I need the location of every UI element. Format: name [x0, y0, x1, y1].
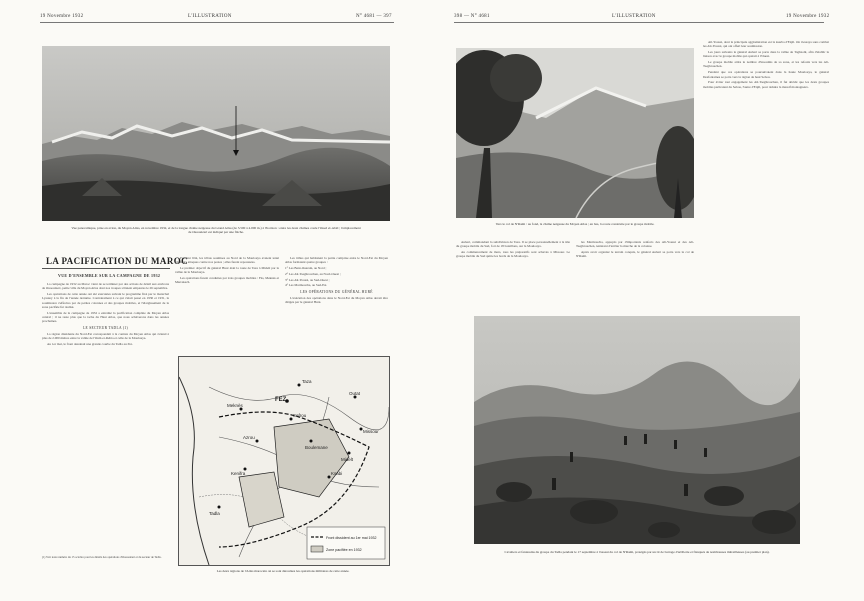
article-subtitle: VUE D'ENSEMBLE SUR LA CAMPAGNE DE 1932 [58, 273, 161, 278]
atlas-panorama-photo [42, 46, 390, 221]
right-col-paragraph: Aït-Youssi, dont la principale agglomération est la ksarba d'Enjil. On n'essaya sans combat les Aït-Youssi, qui ont offert leur soumission. [703, 40, 829, 49]
mid-col-paragraph: Après avoir organisé le terrain conquis, le général Aubert se porta vers le col de N'Rami. [576, 250, 694, 259]
map-label: Missour [363, 429, 379, 434]
article-footnote: (1) Voir notre numéro du 15 octobre pour les détails des opérations d'Ouaouizert et du secteur de Tadla. [42, 556, 162, 559]
col3-paragraph: 4° Les Marmoucha, au Sud-Est. [285, 283, 328, 288]
col1-paragraph: La région dissidente du Nord-Est correspondait à la contrée du Moyen Atlas qui s'étend à plus de 2.000 mètres entre la vallée de l'Oum er-Rebia et celle de la Moulouya. [42, 331, 169, 341]
col3-paragraph: Les tribus qui habitaient la partie comprise entre le Nord-Est du Moyen Atlas formaient quatre groupes : [285, 256, 388, 265]
map-label: Meknès [227, 403, 243, 408]
right-page [432, 0, 864, 601]
col3-paragraph: 1° Les Beni-Ouarain, au Nord ; [285, 266, 327, 271]
article-column-2 [175, 256, 279, 348]
right-col-paragraph: Pour éviter tout engagement les Aït-Tseghrouchen, il fut décidé que les deux groupes mobiles partiraient du Sebou, l'autre d'Enjil, pour réduire la massif montagneux. [703, 80, 829, 89]
map-label: FEZ [275, 397, 287, 403]
right-header-magazine: L'ILLUSTRATION [612, 14, 656, 19]
map-legend-item: Zone pacifiée en 1932 [326, 548, 362, 552]
col2-paragraph: Les opérations furent conduites par trois groupes mobiles : Fès, Meknès et Marrakech. [175, 276, 279, 285]
map-legend-item: Front dissident au 1er mai 1932 [326, 536, 377, 540]
col2-paragraph: Pendant l'été, les tribus soumises au Nord de la Moulouya avaient tenté plusieurs attaques contre nos postes ; elles furent repoussées. [175, 256, 279, 265]
col1-paragraph: L'ensemble de la campagne de 1932 a entraîné la pacification complète du Moyen Atlas central ; il ne reste plus que la tache du Haut Atlas, que nous achèverons dans les années prochaines. [42, 310, 169, 324]
left-header-date: 19 Novembre 1932 [40, 14, 84, 19]
right-header-issue: 398 — N° 4681 [454, 14, 490, 19]
article-title: LA PACIFICATION DU MAROC [46, 256, 189, 266]
col1-paragraph: La campagne de 1932 au Maroc vient de se terminer par des actions de détail aux environs de Ouaouizert, petite ville du Moyen Atlas dont nos troupes s'étaient emparées le 26 septembre. [42, 282, 169, 291]
map-label: Kenifra [231, 471, 246, 476]
panorama-caption: Vue panoramique, prise en avion, du Moyen Atlas, en novembre 1932, et de la longue chaîne neigeuse du Grand Atlas (de 3.500 à 4.000 m.) à l'horizon : entre les deux chaînes coule l'Oued el-Abid ; l'emplacement de Ouaouizert est indiqué par une flèche. [71, 226, 361, 235]
assault-photo [474, 316, 800, 544]
col-nrami-photo [456, 48, 694, 218]
left-header-issue: N° 4681 — 397 [356, 14, 392, 19]
col3-section-heading: LES OPÉRATIONS DU GÉNÉRAL HURÉ [300, 289, 373, 294]
col1-paragraph: Au 1er mai, le front dessinait une grande courbe du Tadla au Ziz. [47, 342, 133, 347]
map-label: Midelt [341, 457, 354, 462]
map-label: Taza [302, 379, 312, 384]
col3-paragraph: 3° Les Aït-Youssi, au Sud-Ouest ; [285, 277, 330, 282]
article-column-3 [285, 256, 388, 348]
left-header-magazine: L'ILLUSTRATION [188, 14, 232, 19]
mid-col-paragraph: les Marmoucha, appuyés par d'importants renforts des Aït-Youssi et des Aït-Tseghrouchen, tentèrent d'arrêter la marche de la colonne. [576, 240, 694, 249]
col1-section-heading: LE SECTEUR TADLA (1) [83, 325, 128, 330]
map-label: Tadla [209, 511, 220, 516]
col3-paragraph: 2° Les Aït-Tseghrouchen, au Nord-Ouest ; [285, 271, 341, 276]
right-text-column [703, 40, 829, 336]
mid-col-paragraph: Aubert, commandant la subdivision de Taza. Il se place personnellement à la tête du groupe mobile du Sud, fort de 18 bataillons, sur la Moulouya. [456, 240, 570, 249]
morocco-map [178, 356, 390, 566]
map-label: Ksabi [331, 471, 343, 476]
map-caption: Les deux régions de l'Atlas marocain où se sont déroulées les opérations militaires de cette année. [216, 569, 350, 573]
right-col-paragraph: Pendant que ces opérations se poursuivaient dans la haute Moulouya, le général Desfontaines se porta vers la région de haut Sebou. [703, 70, 829, 79]
map-label: Outat [349, 391, 361, 396]
right-header-date: 19 Novembre 1932 [786, 14, 830, 19]
col2-paragraph: Le premier objectif du général Huré était la route de Taza à Midelt par la vallée de la Moulouya. [175, 266, 279, 275]
mid-col-paragraph: Au commencement de mars, tous les préparatifs sont achevés à Missour. Le groupe mobile du Sud quitte les bords de la Moulouya. [456, 250, 570, 259]
map-label: Sefrou [293, 413, 307, 418]
assault-photo-caption: Cavaliers et fantassins du groupe du Tadla pendant le 17 septembre à l'assaut du col de N'Rami, protégés par un tir de barrage d'artillerie et flanqués de nombreuses mitrailleuses (au premier plan). [504, 550, 770, 554]
map-label: Azrou [243, 435, 255, 440]
right-col-paragraph: Les jours suivants le général Aubert se porta dans la vallée de Taghzoût, afin d'établir la liaison avec le groupe mobile qui opérait à l'Ouest. [703, 50, 829, 59]
col3-paragraph: L'exécution des opérations dans le Nord-Est du Moyen Atlas devait être dirigée par le général Huré. [285, 296, 388, 305]
col1-paragraph: Les opérations de cette année ont été exécutées suivant le programme fixé par le maréchal Lyautey à la fin de l'année dernière. Contrairement à ce qui s'était passé en 1930 et 1931, la soumission s'effectua par de petites colonnes et des groupes mobiles, et l'élargissement de la zone pacifiée fut réalisé. [42, 292, 169, 309]
middle-text-column-2 [576, 240, 694, 312]
article-column-1 [42, 282, 169, 552]
right-col-paragraph: Le groupe mobile attira le nombre d'insoumis de sa zone, et les refoula vers les Aït-Tseghrouchen. [703, 60, 829, 69]
middle-text-column-1 [456, 240, 570, 312]
map-label: Boulemane [305, 445, 328, 450]
nrami-photo-caption: Vers le col de N'Rami : au fond, la chaîne neigeuse du Moyen Atlas ; en bas, la route construite par le groupe mobile. [495, 222, 655, 226]
